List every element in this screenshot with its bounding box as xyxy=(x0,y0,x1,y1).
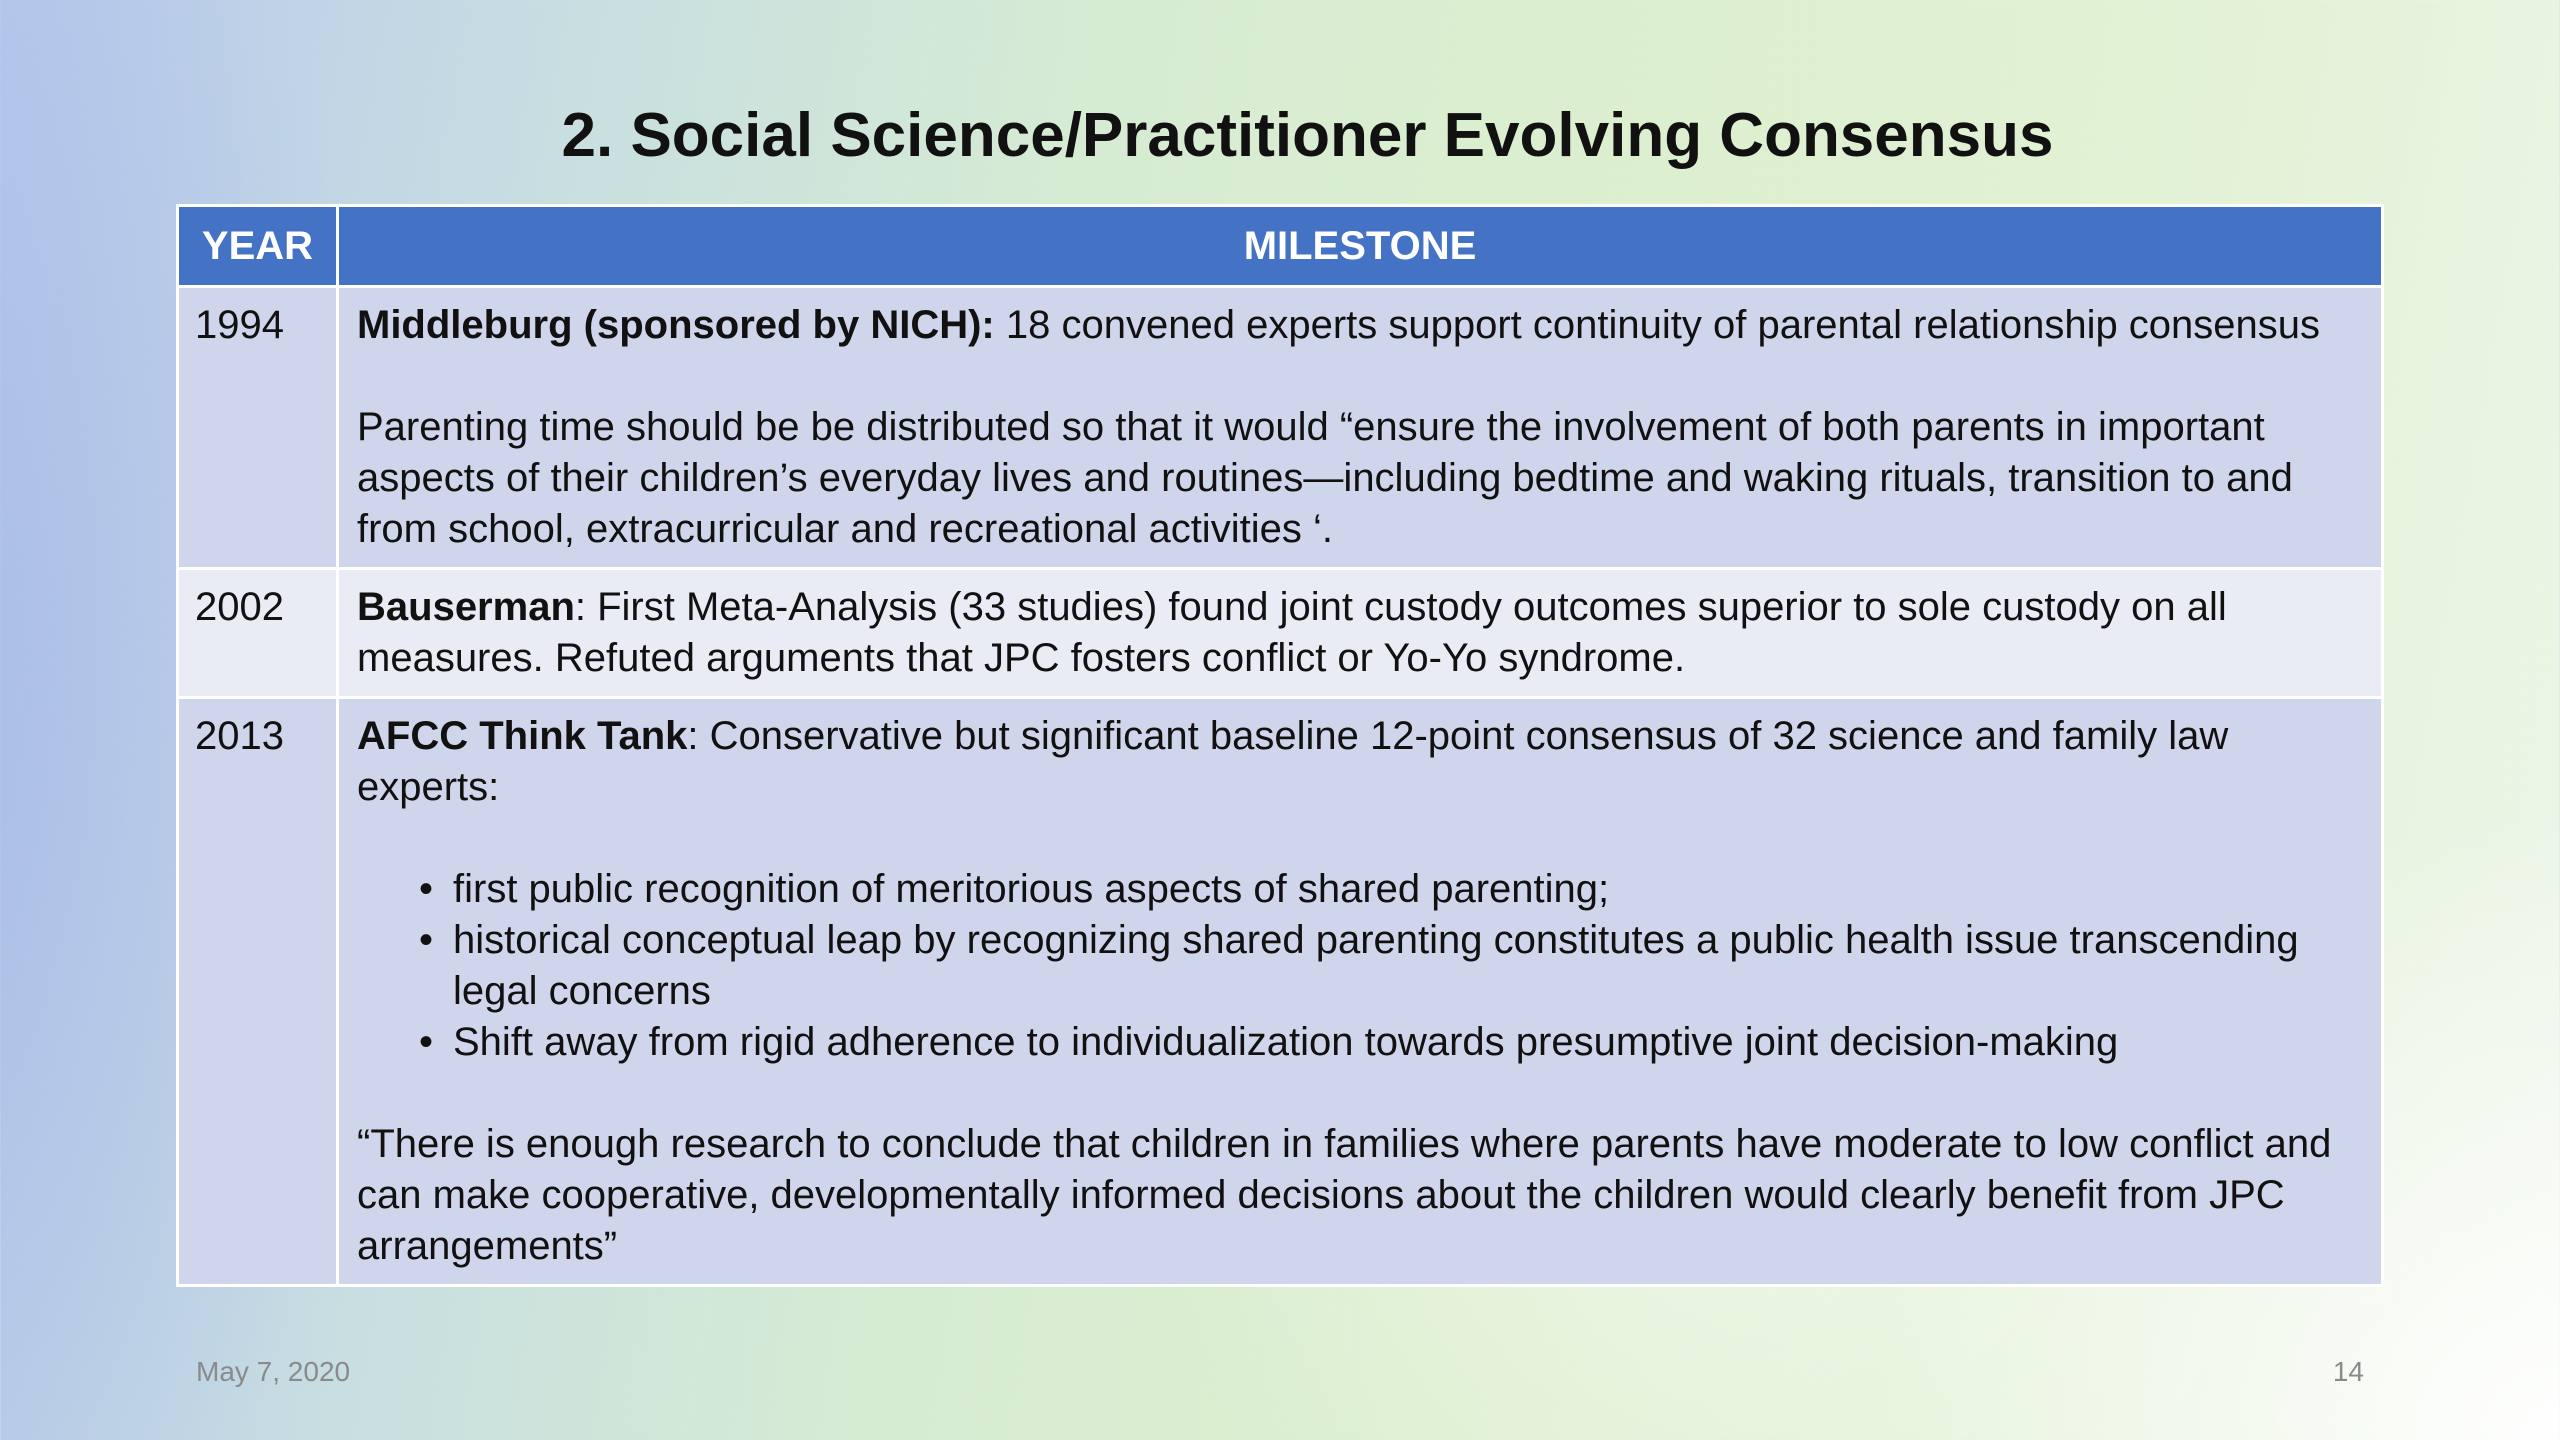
bullet-icon: • xyxy=(419,867,434,911)
bullet-icon: • xyxy=(419,1020,434,1064)
milestone-lead-bold: AFCC Think Tank xyxy=(357,714,688,758)
milestone-lead xyxy=(357,711,2363,813)
bullet-text: historical conceptual leap by recognizing shared parenting constitutes a public health issue transcending legal concerns xyxy=(453,918,2299,1013)
table-row xyxy=(178,287,2383,569)
list-item xyxy=(419,915,2363,1017)
milestone-cell xyxy=(338,569,2383,698)
milestone-cell xyxy=(338,287,2383,569)
footer-date: May 7, 2020 xyxy=(196,1356,351,1387)
slide-title: 2. Social Science/Practitioner Evolving Consensus xyxy=(561,101,2054,170)
bullet-icon: • xyxy=(419,918,434,962)
header-year: YEAR xyxy=(178,206,338,287)
year-cell: 2013 xyxy=(178,698,338,1286)
bullet-text: Shift away from rigid adherence to individualization towards presumptive joint decision-making xyxy=(453,1020,2119,1064)
milestone-quote: Parenting time should be be distributed so that it would “ensure the involvement of both parents in important aspects of their children’s everyday lives and routines—including bedtime and waking rituals, transition to and from school, extracurricular and recreational activities ‘. xyxy=(357,405,2293,551)
table-row xyxy=(178,569,2383,698)
bullet-text: first public recognition of meritorious aspects of shared parenting; xyxy=(453,867,1610,911)
milestone-lead-bold: Bauserman xyxy=(357,585,575,629)
year-cell: 2002 xyxy=(178,569,338,698)
milestone-lead-text: : First Meta-Analysis (33 studies) found joint custody outcomes superior to sole custody on all measures. Refuted arguments that JPC fosters conflict or Yo-Yo syndrome. xyxy=(357,585,2227,680)
consensus-bullet-list xyxy=(357,864,2363,1068)
page-number: 14 xyxy=(2332,1356,2364,1387)
list-item xyxy=(419,1017,2363,1068)
table-header-row xyxy=(178,206,2383,287)
milestone-quote: “There is enough research to conclude that children in families where parents have moderate to low conflict and can make cooperative, developmentally informed decisions about the children would clearly benefit from JPC arrangements” xyxy=(357,1122,2332,1268)
milestone-lead-bold: Middleburg (sponsored by NICH): xyxy=(357,303,995,347)
milestone-cell xyxy=(338,698,2383,1286)
year-cell: 1994 xyxy=(178,287,338,569)
header-milestone: MILESTONE xyxy=(338,206,2383,287)
milestone-lead xyxy=(357,300,2363,351)
milestone-table xyxy=(176,204,2384,1287)
table-row xyxy=(178,698,2383,1286)
list-item xyxy=(419,864,2363,915)
milestone-lead-text: : Conservative but significant baseline 12-point consensus of 32 science and family law experts: xyxy=(357,714,2229,809)
milestone-lead-text: 18 convened experts support continuity of parental relationship consensus xyxy=(994,303,2321,347)
milestone-lead xyxy=(357,582,2363,684)
